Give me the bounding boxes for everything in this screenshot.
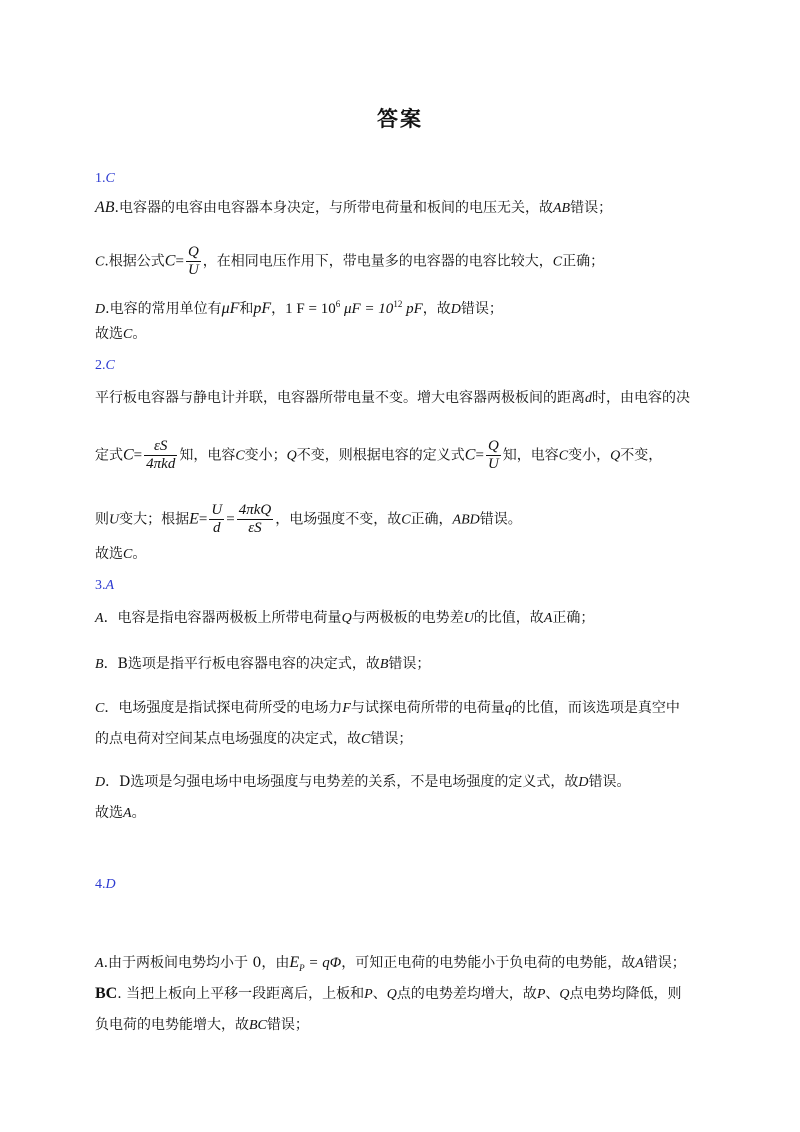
- q1-num-text: 1.: [95, 171, 106, 186]
- q3-c-text: ．电场强度是指试探电荷所受的电场力: [104, 700, 343, 716]
- q1-eq-part1: 1 F = 10: [285, 301, 336, 317]
- q3-option-c-line1: [95, 698, 710, 719]
- q2-l2-num2: Q: [487, 438, 499, 454]
- q2-l2-q2: Q: [610, 448, 621, 464]
- q3-answer: A: [105, 578, 115, 593]
- q2-l2-q1: Q: [286, 448, 297, 464]
- q3-b-ref: B: [379, 657, 389, 672]
- q1-conc-pre: 故选: [95, 326, 123, 342]
- q4-option-a: [95, 953, 710, 978]
- q1-eq-exp1: 6: [335, 299, 341, 309]
- q4-number: [95, 877, 116, 892]
- q4-bc-end1: 点电势均降低，则: [569, 986, 682, 1002]
- q1-conc-end: 。: [132, 326, 147, 342]
- q4-option-bc-line1: [95, 984, 710, 1005]
- q4-a-formula: [289, 955, 341, 971]
- q2-l3-u: U: [109, 512, 120, 528]
- q2-l3-den2: εS: [248, 520, 262, 536]
- q4-bc-q2: Q: [559, 987, 570, 1002]
- q2-l2-a: 定式: [95, 447, 123, 464]
- q1-ab-label: AB: [95, 199, 115, 216]
- q3-a-end: 正确；: [552, 610, 595, 626]
- q3-d-ref: D: [578, 775, 589, 790]
- q2-num-text: 2.: [95, 358, 106, 373]
- q4-bc-p: P: [364, 987, 373, 1002]
- q1-answer: C: [105, 171, 115, 186]
- q2-l3-c: ，电场强度不变，故: [275, 511, 402, 528]
- q4-num-text: 4.: [95, 877, 106, 892]
- q2-l3-b: 变大；根据: [119, 511, 190, 528]
- q1-c-fraction: [186, 244, 201, 279]
- q1-d-text: .电容的常用单位有: [105, 301, 222, 317]
- q3-b-label: B: [95, 657, 104, 672]
- q4-bc-end2: 错误；: [266, 1017, 309, 1033]
- q2-l2-e: 知，电容: [502, 447, 559, 464]
- q2-l3-a: 则: [95, 511, 109, 528]
- q1-d-and: 和: [239, 301, 254, 317]
- q3-b-text: ．B选项是指平行板电容器电容的决定式，故: [103, 656, 380, 672]
- q3-c-label: C: [95, 701, 105, 716]
- q2-conc-pre: 故选: [95, 546, 123, 562]
- q3-c-end1: 的比值，而该选项是真空中: [511, 700, 680, 716]
- q2-l3-num1: U: [211, 502, 223, 518]
- q4-bc-mid: 点的电势差均增大，故: [396, 986, 537, 1002]
- q2-conc-answer: C: [123, 547, 133, 562]
- q4-bc-ref: BC: [249, 1018, 267, 1033]
- q2-l3-cc: C: [401, 512, 411, 528]
- q3-conc-end: 。: [131, 805, 146, 821]
- q3-conc-pre: 故选: [95, 805, 123, 821]
- q2-l2-fraction1: [144, 438, 177, 473]
- q3-d-end: 错误。: [588, 774, 631, 790]
- q2-l2-c1: C: [235, 448, 245, 464]
- q3-conc-answer: A: [123, 806, 132, 821]
- q2-l1-d: d: [585, 391, 592, 406]
- q1-eq-exp2: 12: [393, 299, 403, 309]
- q4-a-eq: = qΦ: [304, 955, 342, 971]
- q2-l2-f: 变小，: [568, 447, 611, 464]
- q1-d-label: D: [95, 302, 106, 317]
- q3-d-text: ．D选项是匀强电场中电场强度与电势差的关系，不是电场强度的定义式，故: [105, 774, 579, 790]
- q3-number: [95, 578, 114, 593]
- q2-l2-b: 知，电容: [179, 447, 236, 464]
- q1-d-end: 错误；: [460, 301, 503, 317]
- q3-option-a: [95, 608, 710, 629]
- q1-conclusion: [95, 324, 710, 345]
- q3-b-end: 错误；: [388, 656, 431, 672]
- q1-line-d: [95, 294, 710, 320]
- q3-a-label: A: [95, 611, 104, 626]
- q1-c-denominator: U: [187, 262, 199, 278]
- q4-header: [95, 874, 710, 895]
- q2-answer: C: [105, 358, 115, 373]
- q2-conc-end: 。: [132, 546, 147, 562]
- q3-a-u: U: [463, 611, 474, 626]
- q1-number: [95, 171, 115, 186]
- q1-c-ref: C: [552, 254, 563, 270]
- q3-d-label: D: [95, 775, 106, 790]
- q3-c-line2-text: 的点电荷对空间某点电场强度的决定式，故: [95, 731, 361, 747]
- q3-conclusion: [95, 803, 710, 824]
- q1-unit-equation: [285, 301, 423, 317]
- q3-num-text: 3.: [95, 578, 106, 593]
- q3-a-mid: 与两极板的电势差: [351, 610, 464, 626]
- q2-l2-c: 变小；: [244, 447, 287, 464]
- q1-d-sep: ，: [271, 301, 286, 317]
- q1-ab-ref: AB: [553, 201, 571, 216]
- q2-l3-abd: ABD: [452, 512, 480, 528]
- q4-bc-label: BC: [95, 985, 118, 1002]
- q3-c-end2: 错误；: [370, 731, 413, 747]
- q2-l3-end: 错误。: [479, 511, 522, 528]
- q1-conc-answer: C: [123, 327, 133, 342]
- q2-l3-num2: 4πkQ: [238, 502, 272, 518]
- q3-a-text: ．电容是指电容器两极板上所带电荷量: [103, 610, 342, 626]
- q2-l1-text: 平行板电容器与静电计并联，电容器所带电量不变。增大电容器两极板间的距离: [95, 390, 585, 406]
- q1-eq-part2: μF = 10: [340, 301, 394, 317]
- q2-line-1: [95, 388, 710, 409]
- q3-option-c-line2: [95, 729, 710, 750]
- q1-d-ref: D: [450, 302, 461, 317]
- q3-option-d: [95, 772, 710, 793]
- q2-l3-d: 正确，: [410, 511, 453, 528]
- q4-bc-line2-text: 负电荷的电势能增大，故: [95, 1017, 249, 1033]
- q2-l3-den1: d: [213, 520, 221, 536]
- q4-a-ref: A: [635, 956, 644, 971]
- q3-c-q: q: [504, 701, 512, 716]
- q1-c-equals: =: [175, 253, 184, 270]
- q4-bc-p2: P: [536, 987, 546, 1002]
- q4-a-e: E: [289, 954, 300, 971]
- q2-l2-equals2: =: [475, 447, 484, 464]
- q3-a-ref: A: [543, 611, 553, 626]
- q2-l3-fraction2: [237, 502, 274, 537]
- q2-l3-fraction1: [209, 502, 224, 537]
- q2-line-3: [95, 502, 710, 537]
- q2-l2-d: 不变，则根据电容的定义式: [296, 447, 465, 464]
- q2-l3-e-symbol: E: [189, 510, 199, 528]
- q2-l2-g: 不变，: [620, 447, 663, 464]
- q4-bc-q: Q: [386, 987, 397, 1002]
- q2-header: [95, 355, 710, 376]
- q4-bc-text: . 当把上板向上平移一段距离后，上板和: [117, 986, 365, 1002]
- q1-ab-text: .电容器的电容由电容器本身决定，与所带电荷量和板间的电压无关，故: [114, 200, 553, 216]
- q4-a-label: A: [95, 956, 104, 971]
- q2-l2-c2: C: [558, 448, 569, 464]
- q3-a-mid2: 的比值，故: [473, 610, 544, 626]
- q2-number: [95, 358, 115, 373]
- q2-l3-equals1: =: [198, 511, 208, 528]
- q1-c-rest: ，在相同电压作用下，带电量多的电容器的电容比较大，: [202, 253, 553, 270]
- q2-l3-equals2: =: [226, 511, 235, 528]
- q3-c-ref: C: [361, 732, 371, 747]
- q1-header: [95, 168, 710, 189]
- q2-l2-den1: 4πkd: [146, 456, 176, 472]
- q1-unit-pf: pF: [253, 300, 272, 317]
- q3-a-q: Q: [341, 611, 352, 626]
- q2-l2-fraction2: [486, 438, 501, 473]
- q4-option-bc-line2: [95, 1015, 710, 1036]
- q3-c-mid: 与试探电荷所带的电荷量: [350, 700, 505, 716]
- page-title: 答案: [377, 107, 423, 131]
- q3-header: [95, 575, 710, 596]
- q2-l2-den2: U: [487, 456, 499, 472]
- q1-ab-end: 错误；: [570, 200, 613, 216]
- q4-bc-sep2: 、: [545, 986, 560, 1002]
- q2-l2-c-symbol: C: [123, 446, 134, 464]
- q4-answer: D: [105, 877, 116, 892]
- q2-l2-c-symbol2: C: [464, 446, 476, 464]
- q1-eq-part3: pF: [402, 301, 423, 317]
- q4-a-sub: P: [299, 963, 305, 973]
- q1-line-ab: [95, 198, 710, 219]
- q2-l2-equals: =: [133, 447, 143, 464]
- q1-line-c: [95, 244, 710, 279]
- q3-option-b: [95, 654, 710, 675]
- q4-bc-sep: 、: [372, 986, 387, 1002]
- q2-l2-num1: εS: [144, 438, 177, 456]
- q1-c-symbol: C: [164, 252, 176, 270]
- q3-c-f: F: [342, 701, 351, 716]
- q1-c-numerator: Q: [187, 244, 199, 260]
- q1-c-text: .根据公式: [104, 253, 165, 270]
- q4-a-rest: ，可知正电荷的电势能小于负电荷的电势能，故: [341, 955, 636, 971]
- q1-c-end: 正确；: [562, 253, 605, 270]
- q1-d-mid: ，故: [422, 301, 451, 317]
- q2-l1-end: 时，由电容的决: [592, 390, 690, 406]
- q2-line-2: [95, 438, 710, 473]
- q1-unit-uf: μF: [221, 300, 240, 317]
- q2-conclusion: [95, 544, 710, 565]
- q4-a-end: 错误；: [643, 955, 686, 971]
- q4-a-text: .由于两板间电势均小于 0，由: [103, 955, 290, 971]
- q1-c-label: C: [95, 254, 105, 270]
